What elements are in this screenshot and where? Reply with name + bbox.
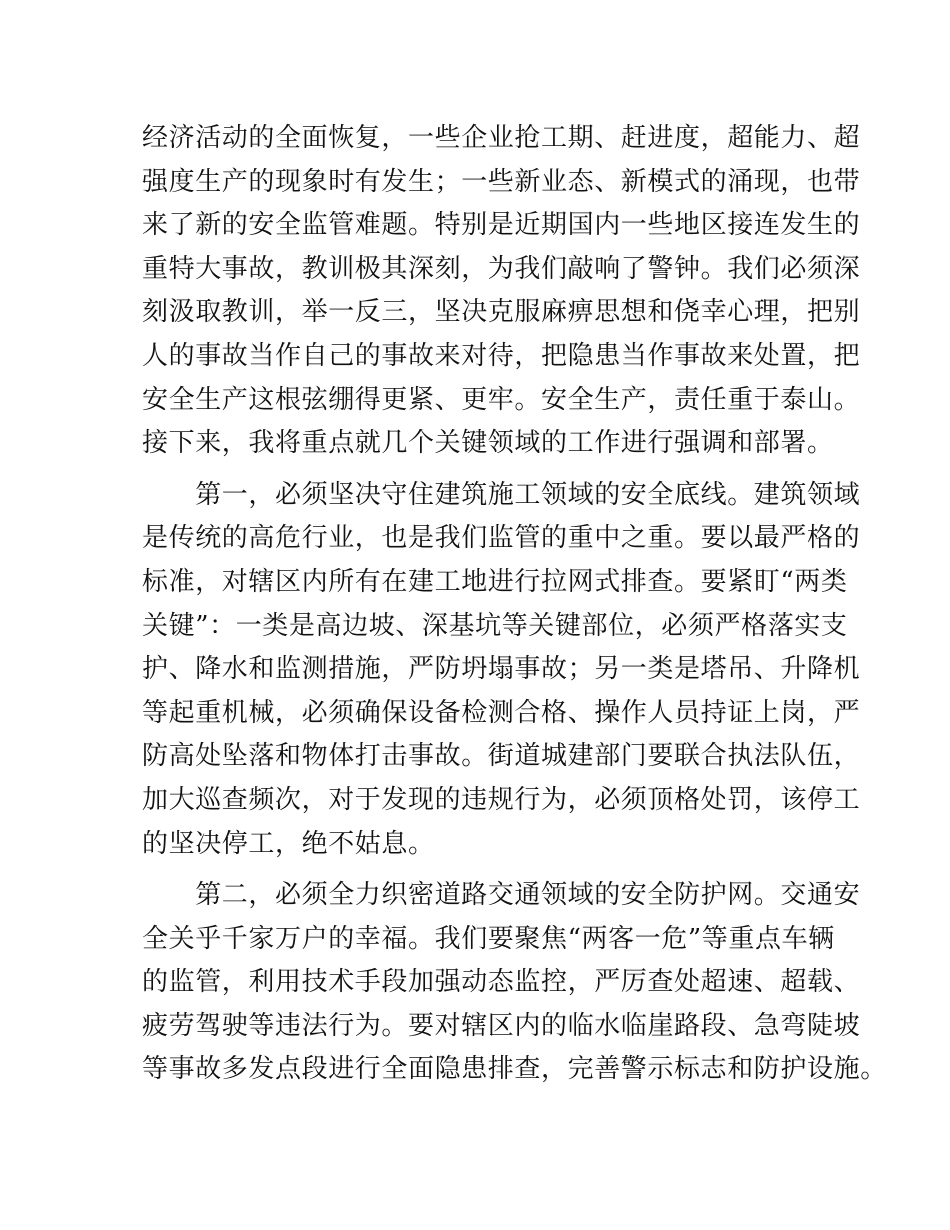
text-line: 加大巡查频次，对于发现的违规行为，必须顶格处罚，该停工 bbox=[142, 784, 861, 815]
paragraph-intro bbox=[142, 117, 861, 466]
paragraph-construction-safety bbox=[142, 474, 861, 866]
text-line: 的坚决停工，绝不姑息。 bbox=[142, 828, 435, 859]
text-line: 关键”：一类是高边坡、深基坑等关键部位，必须严格落实支 bbox=[142, 610, 848, 641]
text-line: 疲劳驾驶等违法行为。要对辖区内的临水临崖路段、急弯陡坡 bbox=[142, 1010, 861, 1041]
text-line: 防高处坠落和物体打击事故。街道城建部门要联合执法队伍， bbox=[142, 741, 861, 772]
text-line: 人的事故当作自己的事故来对待，把隐患当作事故来处置，把 bbox=[142, 340, 861, 371]
text-line: 强度生产的现象时有发生；一些新业态、新模式的涌现，也带 bbox=[142, 166, 861, 197]
text-line: 刻汲取教训，举一反三，坚决克服麻痹思想和侥幸心理，把别 bbox=[142, 297, 861, 328]
text-line: 第二，必须全力织密道路交通领域的安全防护网。交通安 bbox=[142, 880, 861, 911]
paragraph-traffic-safety bbox=[142, 874, 887, 1092]
paragraph-gap bbox=[142, 466, 832, 474]
text-line: 全关乎千家万户的幸福。我们要聚焦“两客一危”等重点车辆 bbox=[142, 923, 835, 954]
text-line: 等起重机械，必须确保设备检测合格、操作人员持证上岗，严 bbox=[142, 697, 861, 728]
text-line: 接下来，我将重点就几个关键领域的工作进行强调和部署。 bbox=[142, 428, 834, 459]
text-line: 护、降水和监测措施，严防坍塌事故；另一类是塔吊、升降机 bbox=[142, 654, 861, 685]
text-line: 经济活动的全面恢复，一些企业抢工期、赶进度，超能力、超 bbox=[142, 123, 861, 153]
text-line: 第一，必须坚决守住建筑施工领域的安全底线。建筑领域 bbox=[142, 479, 861, 510]
text-line: 标准，对辖区内所有在建工地进行拉网式排查。要紧盯“两类 bbox=[142, 566, 848, 597]
text-line: 是传统的高危行业，也是我们监管的重中之重。要以最严格的 bbox=[142, 523, 861, 554]
paragraph-gap bbox=[142, 866, 832, 874]
text-line: 等事故多发点段进行全面隐患排查，完善警示标志和防护设施。 bbox=[142, 1054, 887, 1085]
text-line: 重特大事故，教训极其深刻，为我们敲响了警钟。我们必须深 bbox=[142, 253, 861, 284]
text-line: 来了新的安全监管难题。特别是近期国内一些地区接连发生的 bbox=[142, 210, 861, 241]
text-line: 安全生产这根弦绷得更紧、更牢。安全生产，责任重于泰山。 bbox=[142, 384, 861, 415]
text-line: 的监管，利用技术手段加强动态监控，严厉查处超速、超载、 bbox=[142, 967, 861, 998]
document-body bbox=[142, 117, 887, 1092]
